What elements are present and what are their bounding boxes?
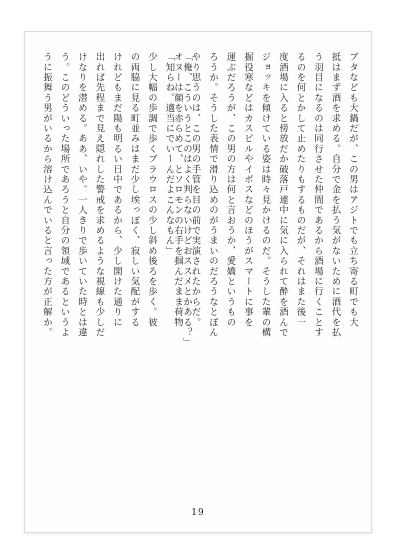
page-sheet <box>24 31 372 533</box>
text-line: の両脇に見る町並みはまだ少し埃っぽく、寂しい気配がする <box>128 52 140 328</box>
text-line: 少し大幅の歩調で歩くブラウロスの少し斜め後ろを歩く。彼 <box>146 52 157 328</box>
text-line: 出れば先程まで見え隠れした警戒を求めるような視線も少しだ <box>93 52 105 338</box>
text-line: ろうか。そうした表情で滑り込めのがうまいのだろうなとぼん <box>207 52 218 338</box>
text-line: けなりを潜める。ああ、いや。一人きりで歩いていた時とは違 <box>76 52 87 338</box>
text-line: う羽目になるのは同行させた仲間であるから酒場に行くことす <box>312 52 323 338</box>
text-line: 抵はまず酒を求める。自分で金を払う気がないために酒代を払 <box>329 52 341 338</box>
text-line: ブタなども大鍋だが、この男はアジトでも立ち寄る町でも大 <box>347 52 358 328</box>
text-line: 度酒場に入ると傍放だか破落戸連中に気に入られて酔を酒んで <box>277 52 288 338</box>
text-line: やり思うのは、この男の手管を目の前で実演されたからだ。 <box>189 52 201 328</box>
text-line: ジョッキを傾けている姿は時々見かけるのだ。そうした輩の構 <box>259 52 271 338</box>
text-line: けれどもまだ陽も明るい日中であるから、少し開けた通りに <box>111 52 122 328</box>
text-line: 「俺、こういうとこのはよく判らないけどおススメとかある？」 <box>181 52 192 348</box>
page-number: 19 <box>191 508 205 518</box>
text-line: う。このどういった場所であろうと自分の領域であるというよ <box>58 52 70 338</box>
text-line: オヌーは顔を赤らめて、とソロモンの右手を掴んだまま荷物 <box>172 52 183 328</box>
text-line: うに振舞う男がいるから溶け込んでいると言った方が正解か。 <box>41 52 52 338</box>
text-line: るのを何とかして止めたりもするものだが、それはまた後一 <box>294 52 306 328</box>
text-line: 掘役寒などはカスピルやイボスなどのほうがスマートに事を <box>242 52 253 328</box>
text-line: 「知らね。適当にでいーんだよこんなもん」 <box>163 52 175 256</box>
text-line: 運ぶだろうが、この男の方は何と言おうか、愛嬌というもの <box>224 52 236 328</box>
